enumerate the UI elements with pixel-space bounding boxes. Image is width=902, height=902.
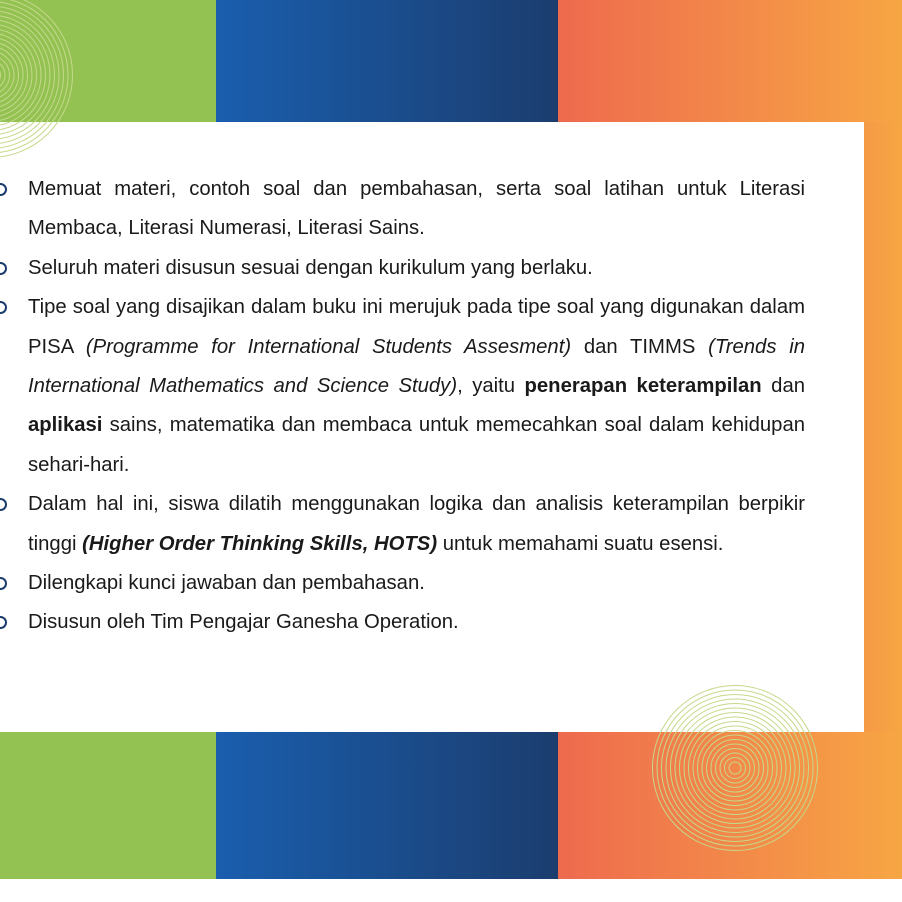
feature-item <box>28 564 805 603</box>
feature-text: dan <box>761 375 805 398</box>
feature-item <box>28 288 805 485</box>
feature-text: Disusun oleh Tim Pengajar Ganesha Operation. <box>28 611 459 634</box>
feature-text: (Programme for International Students Assesment) <box>85 335 572 358</box>
feature-item <box>28 249 805 288</box>
bottom-color-band <box>0 732 902 879</box>
top-blue-segment <box>216 0 558 122</box>
feature-item <box>28 170 805 249</box>
feature-item <box>28 485 805 564</box>
feature-text: sains, matematika dan membaca untuk memecahkan soal dalam kehidupan sehari-hari. <box>28 414 805 476</box>
bottom-margin <box>0 879 902 902</box>
feature-text: Dilengkapi kunci jawaban dan pembahasan. <box>28 572 425 595</box>
feature-text: penerapan keterampilan <box>524 375 762 398</box>
bottom-blue-segment <box>216 732 558 879</box>
top-orange-segment <box>558 0 902 122</box>
feature-item <box>28 603 805 642</box>
feature-list <box>28 170 805 643</box>
right-orange-strip <box>864 122 902 732</box>
feature-text: (Trends in International Mathematics and Science Study) <box>28 335 805 398</box>
feature-text: Seluruh materi disusun sesuai dengan kurikulum yang berlaku. <box>28 256 593 279</box>
feature-text: Tipe soal yang disajikan dalam buku ini merujuk pada tipe soal yang digunakan dalam PISA <box>28 296 805 358</box>
feature-text: aplikasi <box>28 414 103 437</box>
feature-text: Dalam hal ini, siswa dilatih menggunakan logika dan analisis keterampilan berpikir tinggi <box>28 493 805 555</box>
top-color-band <box>0 0 902 122</box>
feature-text: (Higher Order Thinking Skills, HOTS) <box>82 532 438 555</box>
feature-text: dan TIMMS <box>571 335 709 358</box>
feature-text: untuk memahami suatu esensi. <box>437 532 724 555</box>
feature-text: Memuat materi, contoh soal dan pembahasan, serta soal latihan untuk Literasi Membaca, Literasi Numerasi, Literasi Sains. <box>28 178 805 240</box>
feature-text: , yaitu <box>457 375 525 398</box>
bottom-orange-segment <box>558 732 902 879</box>
bottom-green-segment <box>0 732 216 879</box>
top-green-segment <box>0 0 216 122</box>
